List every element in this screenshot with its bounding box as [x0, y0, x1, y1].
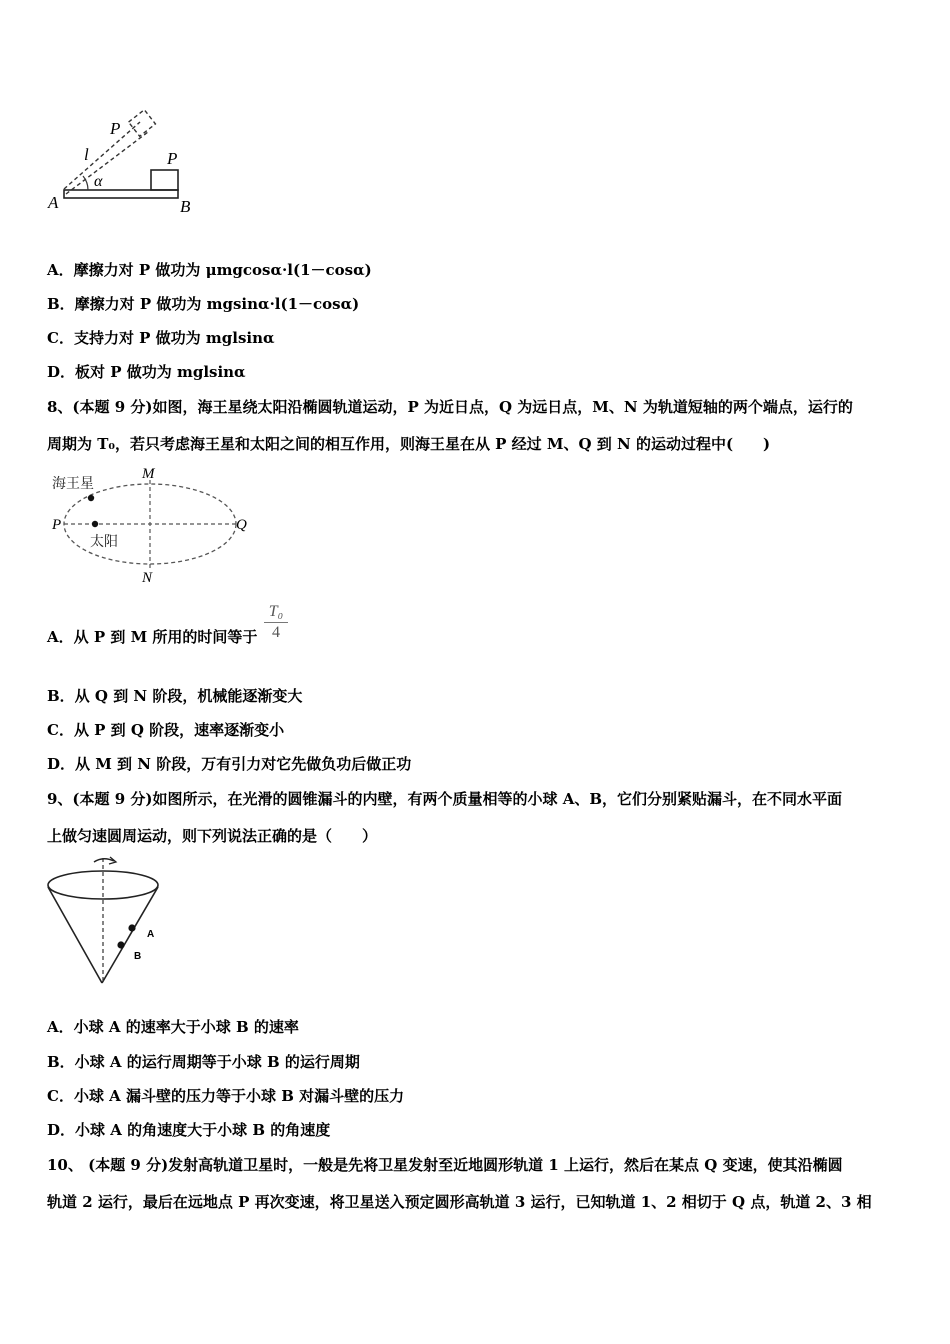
block-p-dashed: [129, 110, 156, 136]
label-m: M: [142, 466, 155, 482]
q10-stem-line1: 10、 (本题 9 分)发射高轨道卫星时，一般是先将卫星发射至近地圆形轨道 1 上运行，然后在某点 Q 变速，使其沿椭圆: [47, 1156, 843, 1174]
ball-b-label: B: [134, 951, 142, 962]
q9-stem-line2: 上做匀速圆周运动，则下列说法正确的是（ ）: [47, 827, 378, 845]
label-a: A: [48, 193, 59, 212]
q7-option-c: C．支持力对 P 做功为 mglsinα: [47, 329, 275, 347]
q8-option-a: A．从 P 到 M 所用的时间等于: [47, 628, 258, 646]
label-p: P: [52, 517, 62, 533]
q9-option-d: D．小球 A 的角速度大于小球 B 的角速度: [47, 1121, 331, 1139]
label-b: B: [180, 197, 191, 216]
label-p-top: P: [110, 119, 121, 138]
q9-option-a: A．小球 A 的速率大于小球 B 的速率: [47, 1018, 299, 1036]
q8-stem-line2: 周期为 T₀，若只考虑海王星和太阳之间的相互作用，则海王星在从 P 经过 M、Q 到 N 的运动过程中( ): [47, 435, 771, 453]
label-p-block: P: [167, 149, 178, 168]
q7-option-d: D．板对 P 做功为 mglsinα: [47, 363, 246, 381]
cone-figure: [44, 852, 174, 988]
sun-label: 太阳: [90, 534, 118, 550]
label-alpha: α: [94, 173, 103, 190]
cone-left-wall: [48, 887, 102, 983]
incline-lower-dashed: [66, 132, 148, 194]
ball-a-label: A: [147, 929, 155, 940]
label-q: Q: [236, 517, 247, 533]
ball-a: [128, 924, 135, 931]
label-n: N: [142, 570, 153, 586]
planet-dot: [88, 495, 94, 501]
orbit-figure: [46, 462, 258, 586]
fraction-t0-over-4: [264, 604, 288, 641]
ball-b: [117, 941, 124, 948]
block-p: [151, 170, 178, 190]
q8-option-c: C．从 P 到 Q 阶段，速率逐渐变小: [47, 721, 285, 739]
q7-option-b: B．摩擦力对 P 做功为 mgsinα·l(1－cosα): [47, 295, 360, 313]
sun-dot: [92, 521, 98, 527]
q7-option-a: A．摩擦力对 P 做功为 μmgcosα·l(1－cosα): [47, 261, 372, 279]
q8-stem-line1: 8、(本题 9 分)如图，海王星绕太阳沿椭圆轨道运动，P 为近日点，Q 为远日点，M、N 为轨道短轴的两个端点，运行的: [47, 398, 853, 416]
planet-label: 海王星: [52, 476, 94, 492]
q9-stem-line1: 9、(本题 9 分)如图所示，在光滑的圆锥漏斗的内壁，有两个质量相等的小球 A、B，它们分别紧贴漏斗，在不同水平面: [47, 790, 843, 808]
q8-option-d: D．从 M 到 N 阶段，万有引力对它先做负功后做正功: [47, 755, 412, 773]
angle-arc: [83, 176, 88, 190]
q10-stem-line2: 轨道 2 运行，最后在远地点 P 再次变速，将卫星送入预定圆形高轨道 3 运行，已知轨道 1、2 相切于 Q 点，轨道 2、3 相: [47, 1193, 872, 1211]
fraction-bar: [264, 622, 288, 623]
fraction-numerator: T₀: [268, 603, 284, 620]
fraction-denominator: 4: [272, 624, 280, 641]
incline-figure: [44, 104, 204, 220]
board-AB: [64, 190, 178, 198]
q9-option-b: B．小球 A 的运行周期等于小球 B 的运行周期: [47, 1053, 360, 1071]
label-l: l: [84, 145, 89, 164]
rotation-arrow: [94, 859, 114, 862]
q8-option-b: B．从 Q 到 N 阶段，机械能逐渐变大: [47, 687, 303, 705]
q9-option-c: C．小球 A 漏斗壁的压力等于小球 B 对漏斗壁的压力: [47, 1087, 405, 1105]
